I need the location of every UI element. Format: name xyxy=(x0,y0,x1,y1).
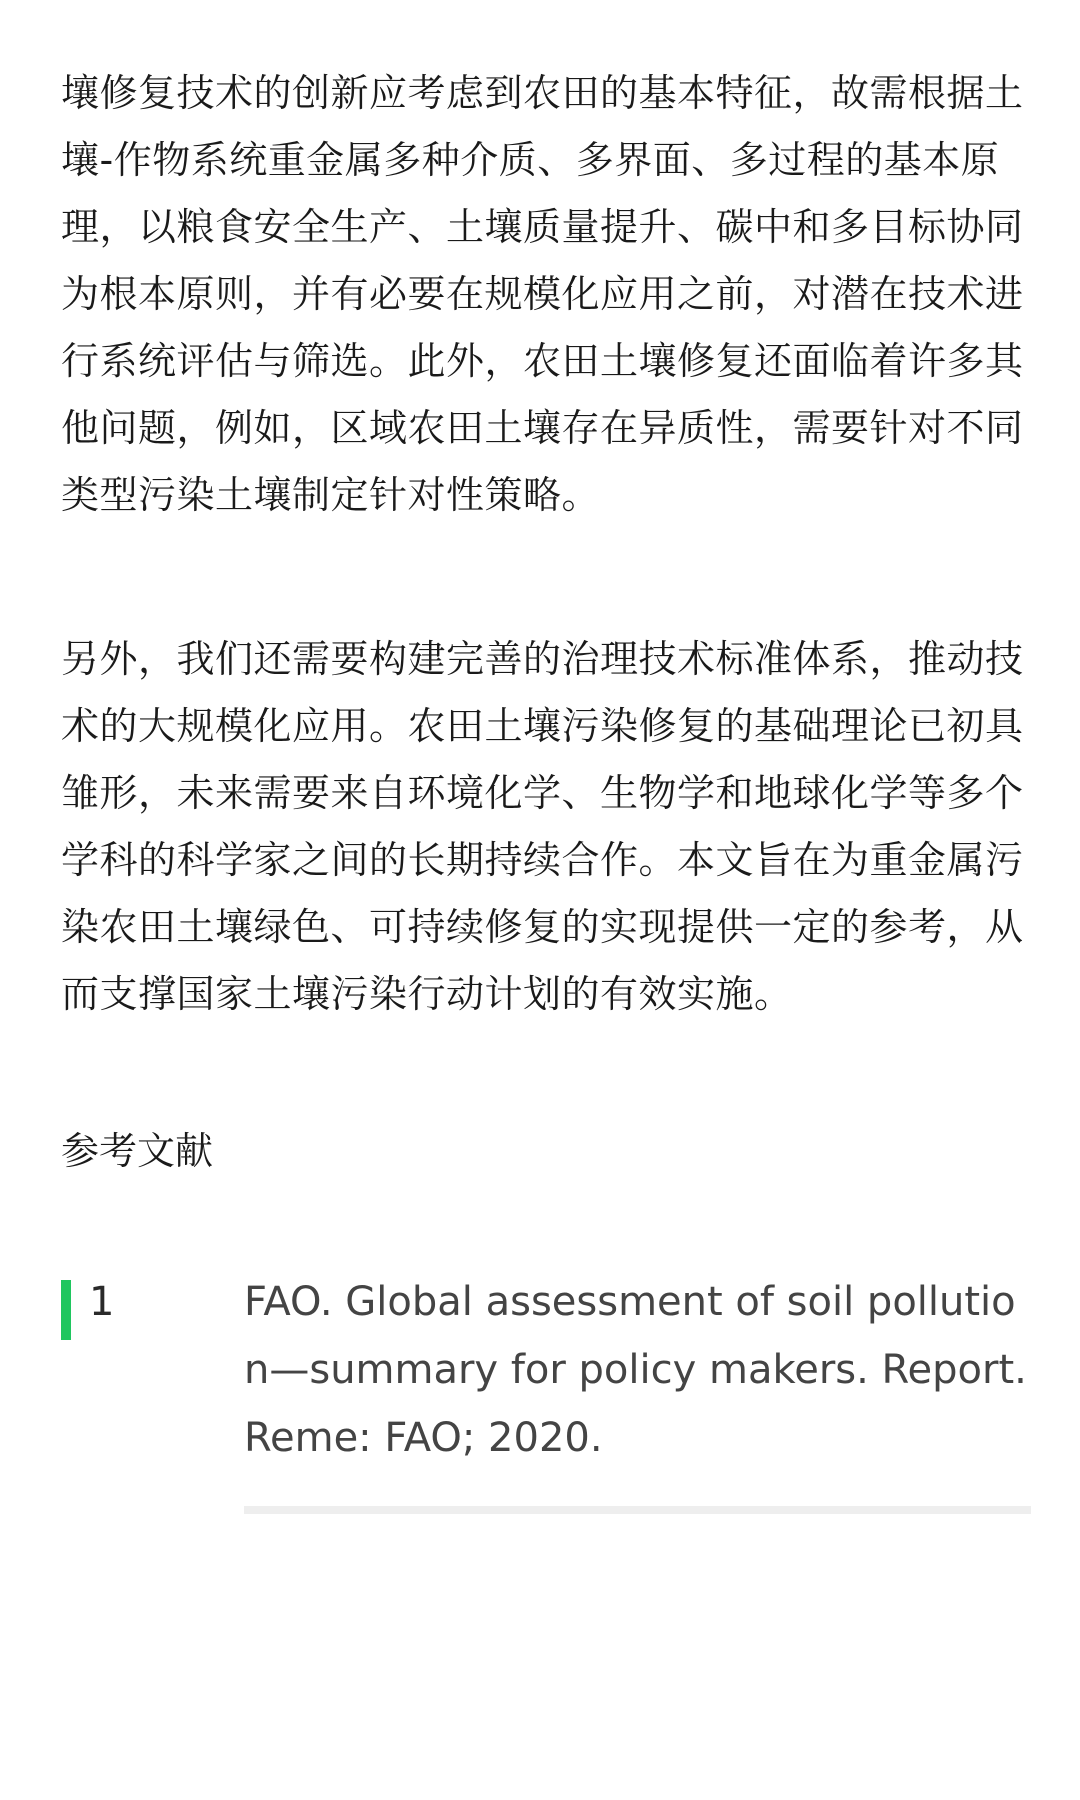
references-heading: 参考文献 xyxy=(61,1129,214,1173)
body-paragraph: 另外，我们还需要构建完善的治理技术标准体系，推动技术的大规模化应用。农田土壤污染修复的基础理论已初具雏形，未来需要来自环境化学、生物学和地球化学等多个学科的科学家之间的长期持续合作。本文旨在为重金属污染农田土壤绿色、可持续修复的实现提供一定的参考，从而支撑国家土壤污染行动计划的有效实施。 xyxy=(61,637,1024,1016)
reference-divider xyxy=(244,1506,1031,1514)
reference-number: 1 xyxy=(89,1279,115,1325)
body-paragraph: 壤修复技术的创新应考虑到农田的基本特征，故需根据土壤-作物系统重金属多种介质、多界面、多过程的基本原理，以粮食安全生产、土壤质量提升、碳中和多目标协同为根本原则，并有必要在规模化应用之前，对潜在技术进行系统评估与筛选。此外，农田土壤修复还面临着许多其他问题，例如，区域农田土壤存在异质性，需要针对不同类型污染土壤制定针对性策略。 xyxy=(61,71,1024,517)
reference-text: FAO. Global assessment of soil pollution—summary for policy makers. Report. Reme: FAO; 2020. xyxy=(244,1279,1027,1461)
reference-marker xyxy=(61,1280,71,1340)
reference-item[interactable] xyxy=(61,1268,1031,1518)
